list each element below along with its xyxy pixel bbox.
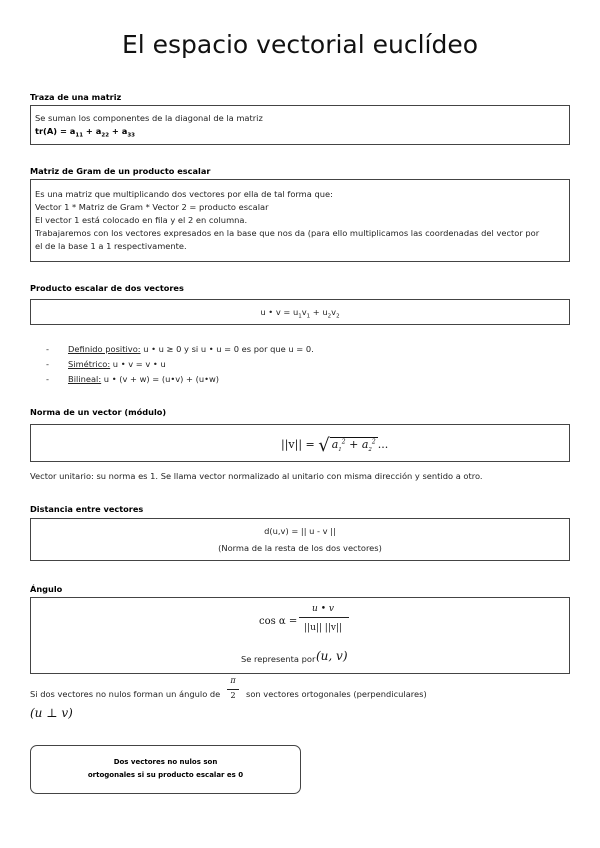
gram-line-2: Vector 1 * Matriz de Gram * Vector 2 = producto escalar xyxy=(35,202,269,212)
angulo-box xyxy=(30,597,570,674)
fraction-bar xyxy=(299,617,349,618)
cos-label: cos α = xyxy=(259,616,298,627)
angle-symbol: (u, v) xyxy=(316,649,348,663)
cos-denominator: ||u|| ||v|| xyxy=(304,623,342,633)
prop-simetrico: - Simétrico: u • v = v • u xyxy=(46,359,166,369)
traza-formula: $tr(A) = a_{11} + a_{22} + a_{33}$ xyxy=(35,126,136,139)
ortho-text-1: Si dos vectores no nulos forman un ángulo de xyxy=(30,689,221,699)
distancia-formula: d(u,v) = || u - v || xyxy=(264,526,336,536)
prop-bilineal: - Bilineal: u • (v + w) = (u•v) + (u•w) xyxy=(46,374,220,384)
norma-heading: Norma de un vector (módulo) xyxy=(30,407,167,417)
ortho-text-2: son vectores ortogonales (perpendiculares) xyxy=(246,689,427,699)
producto-formula: u • $v = u_1v_1 + u_2v_2$ xyxy=(260,307,340,320)
perpendicular-symbol: (u ⊥ v) xyxy=(30,706,73,720)
traza-heading: Traza de una matriz xyxy=(30,92,122,102)
norma-note: Vector unitario: su norma es 1. Se llama vector normalizado al unitario con misma dirección y sentido a otro. xyxy=(30,471,483,481)
pi-numerator: π xyxy=(230,676,236,685)
prop-definido: - Definido positivo: u • u ≥ 0 y si u • u = 0 es por que u = 0. xyxy=(46,344,314,354)
gram-line-5: el de la base 1 a 1 respectivamente. xyxy=(35,241,187,251)
callout-line-2: ortogonales si su producto escalar es 0 xyxy=(87,771,244,779)
distancia-heading: Distancia entre vectores xyxy=(30,504,144,514)
gram-box xyxy=(30,179,570,262)
norma-box xyxy=(30,424,570,462)
gram-line-1: Es una matriz que multiplicando dos vectores por ella de tal forma que: xyxy=(35,189,333,199)
norma-formula: ||v|| = √ $a_1^2 + a_2^2$ ... xyxy=(281,435,389,456)
gram-heading: Matriz de Gram de un producto escalar xyxy=(30,166,211,176)
orthogonal-callout xyxy=(30,745,301,794)
traza-box xyxy=(30,105,570,145)
pi-fraction-bar xyxy=(227,689,239,690)
pi-denominator: 2 xyxy=(230,691,236,700)
distancia-note: (Norma de la resta de los dos vectores) xyxy=(218,543,382,553)
angulo-heading: Ángulo xyxy=(30,584,63,594)
traza-text: Se suman los componentes de la diagonal de la matriz xyxy=(35,113,263,123)
callout-line-1: Dos vectores no nulos son xyxy=(113,758,218,766)
represent-text: Se representa por xyxy=(241,654,316,664)
gram-line-4: Trabajaremos con los vectores expresados en la base que nos da (para ello multiplicamos las coordenadas del vector por xyxy=(35,228,540,238)
producto-box xyxy=(30,299,570,325)
sqrt-icon: √ xyxy=(318,435,330,456)
cos-numerator: u • v xyxy=(312,604,334,614)
page-title: El espacio vectorial euclídeo xyxy=(121,30,479,59)
producto-heading: Producto escalar de dos vectores xyxy=(30,283,184,293)
distancia-box xyxy=(30,518,570,561)
gram-line-3: El vector 1 está colocado en fila y el 2 en columna. xyxy=(35,215,248,225)
